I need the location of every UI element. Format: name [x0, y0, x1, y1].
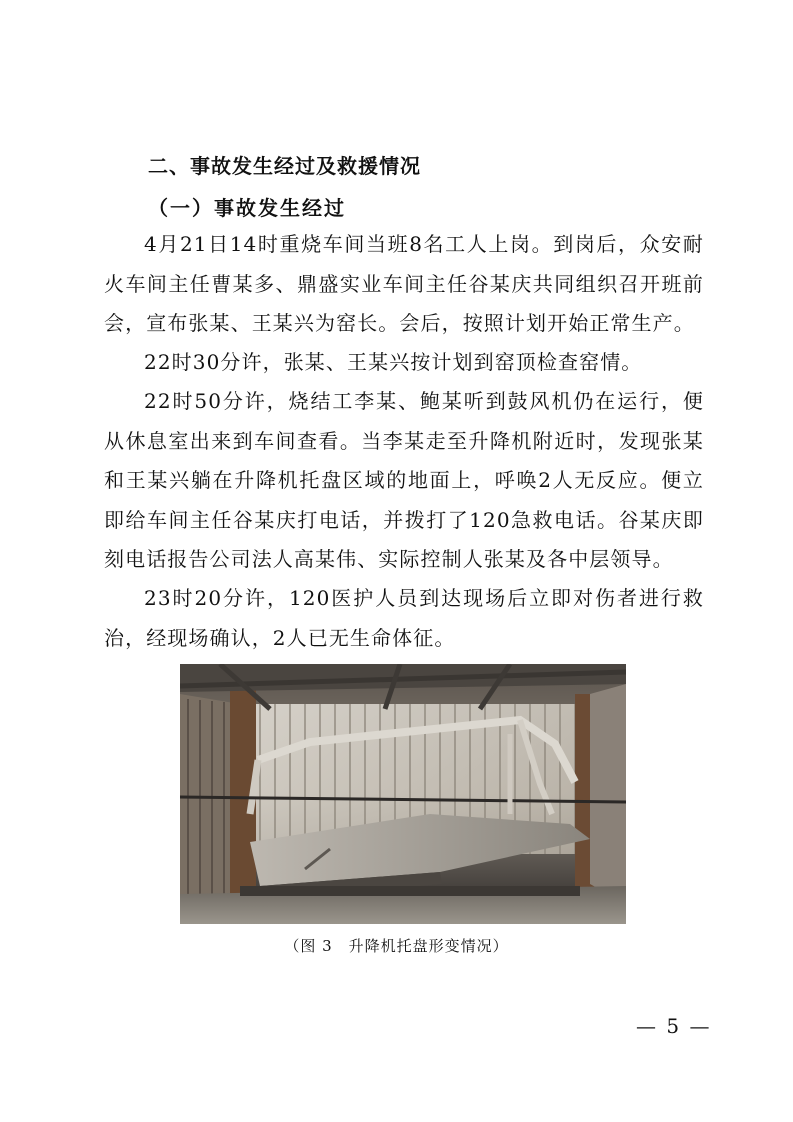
- paragraph: 4月21日14时重烧车间当班8名工人上岗。到岗后，众安耐火车间主任曹某多、鼎盛实业车间主任谷某庆共同组织召开班前会，宣布张某、王某兴为窑长。会后，按照计划开始正常生产。: [104, 232, 704, 335]
- paragraph: 23时20分许，120医护人员到达现场后立即对伤者进行救治，经现场确认，2人已无生命体征。: [104, 586, 704, 650]
- subsection-heading: （一）事故发生经过: [148, 196, 346, 220]
- paragraph: 22时50分许，烧结工李某、鲍某听到鼓风机仍在运行，便从休息室出来到车间查看。当李某走至升降机附近时，发现张某和王某兴躺在升降机托盘区域的地面上，呼唤2人无反应。便立即给车间主任谷某庆打电话，并拨打了120急救电话。谷某庆即刻电话报告公司法人高某伟、实际控制人张某及各中层领导。: [104, 389, 704, 571]
- page-number: — 5 —: [636, 1014, 712, 1038]
- lift-tray-deformation-photo: [180, 664, 626, 924]
- figure-caption: （图 3 升降机托盘形变情况）: [284, 937, 509, 955]
- photo-illustration: [180, 664, 626, 924]
- section-heading: 二、事故发生经过及救援情况: [148, 154, 421, 178]
- paragraph: 22时30分许，张某、王某兴按计划到窑顶检查窑情。: [144, 350, 643, 374]
